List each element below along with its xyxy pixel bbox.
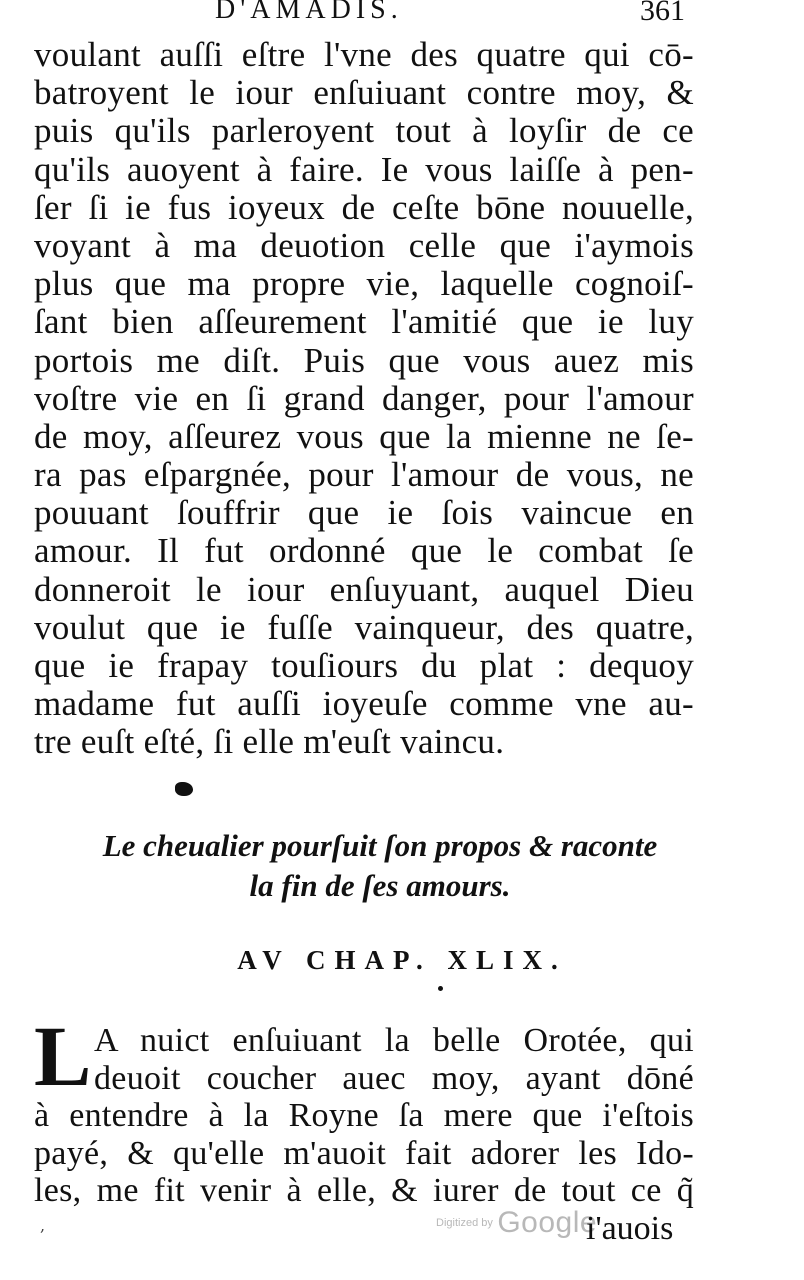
text-line: batroyent le iour enſuiuant contre moy, &	[34, 73, 694, 113]
text-line: pouuant ſouffrir que ie ſois vaincue en	[34, 493, 694, 533]
text-line: voyant à ma deuotion celle que i'aymois	[34, 225, 694, 265]
body-paragraph	[34, 36, 694, 762]
text-line: deuoit coucher auec moy, ayant dōné	[94, 1059, 694, 1097]
text-line: donneroit le iour enſuyuant, auquel Dieu	[34, 569, 694, 609]
summary-line: Le cheualier pourſuit ſon propos & raconte	[102, 828, 658, 863]
text-line: ſer ſi ie fus ioyeux de ceſte bōne nouuelle,	[34, 187, 694, 227]
google-logo: Google	[497, 1206, 598, 1239]
text-line: voſtre vie en ſi grand danger, pour l'amour	[34, 378, 694, 418]
chapter-heading: AV CHAP. XLIX.	[237, 945, 567, 975]
margin-mark: ,	[40, 1216, 46, 1235]
text-line: tre euſt eſté, ſi elle m'euſt vaincu.	[34, 722, 505, 762]
text-line: de moy, aſſeurez vous que la mienne ne ſe-	[34, 416, 694, 456]
text-line: plus que ma propre vie, laquelle cognoiſ-	[34, 264, 694, 304]
ornament-dot	[438, 986, 443, 991]
text-line: qu'ils auoyent à faire. Ie vous laiſſe à pen-	[34, 149, 694, 189]
text-line: amour. Il fut ordonné que le combat ſe	[34, 531, 694, 571]
text-line: ra pas eſpargnée, pour l'amour de vous, ne	[34, 455, 694, 495]
text-line-fragment: i'auois	[586, 1210, 674, 1247]
chapter-summary	[60, 826, 700, 906]
watermark-prefix: Digitized by	[436, 1217, 493, 1229]
text-line: que ie frapay touſiours du plat : dequoy	[34, 646, 694, 685]
text-line: payé, & qu'elle m'auoit fait adorer les Ido-	[34, 1134, 694, 1172]
text-line: madame fut auſſi ioyeuſe comme vne au-	[34, 684, 694, 724]
text-line: voulant auſſi eſtre l'vne des quatre qui cō-	[34, 35, 694, 74]
text-line: A nuict enſuiuant la belle Orotée, qui	[94, 1022, 694, 1059]
running-title: D'AMADIS.	[215, 0, 403, 25]
text-line: portois me diſt. Puis que vous auez mis	[34, 340, 694, 380]
text-line: puis qu'ils parleroyent tout à loyſir de ce	[34, 111, 694, 151]
text-line: ſant bien aſſeurement l'amitié que ie luy	[34, 302, 694, 342]
summary-line: la fin de ſes amours.	[249, 868, 511, 903]
ink-blot	[175, 782, 193, 796]
text-line: à entendre à la Royne ſa mere que i'eſtois	[34, 1097, 694, 1134]
chapter-paragraph	[34, 1022, 694, 1210]
running-head	[0, 0, 804, 34]
text-line: les, me fit venir à elle, & iurer de tout ce q̃	[34, 1172, 694, 1209]
page-number: 361	[640, 0, 685, 27]
digitized-watermark	[436, 1206, 597, 1240]
text-line: voulut que ie fuſſe vainqueur, des quatre,	[34, 607, 694, 647]
drop-cap: L	[34, 1008, 92, 1104]
